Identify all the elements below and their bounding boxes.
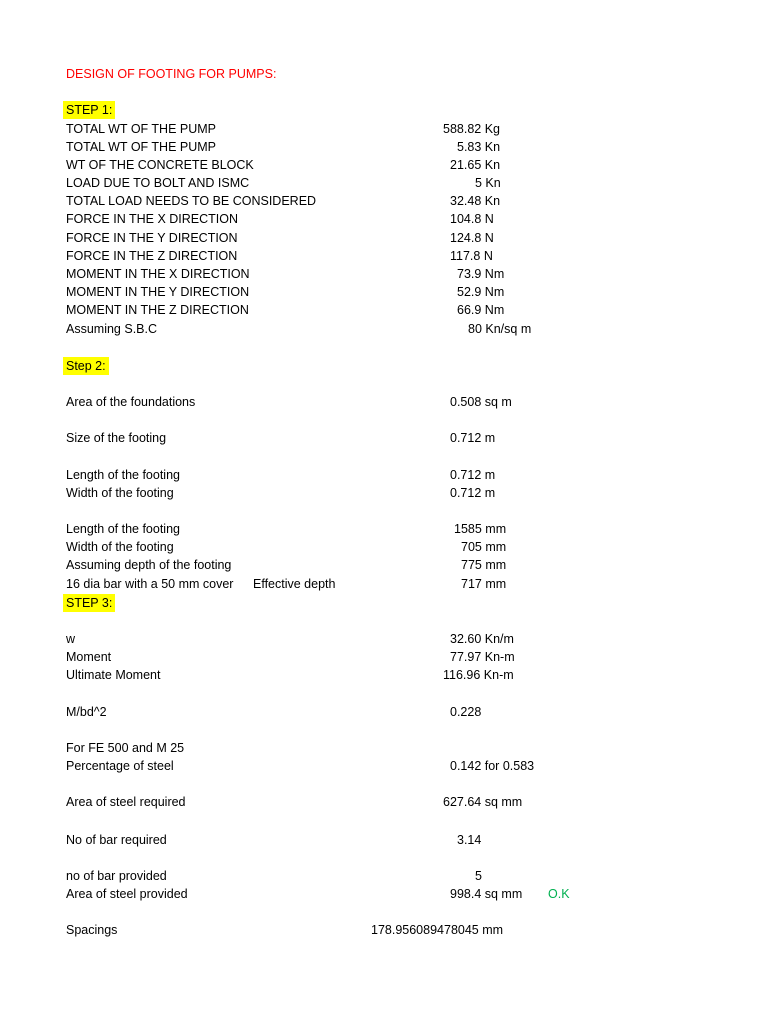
table-row (0, 138, 768, 156)
table-row (0, 575, 768, 593)
row-label: TOTAL WT OF THE PUMP (66, 122, 217, 136)
row-value: 21.65 Kn (450, 158, 501, 172)
table-row (0, 156, 768, 174)
row-label: Spacings (66, 923, 118, 937)
table-row (0, 648, 768, 666)
row-label: For FE 500 and M 25 (66, 741, 185, 755)
table-row (0, 538, 768, 556)
row-label: Assuming S.B.C (66, 322, 158, 336)
table-row (0, 831, 768, 849)
row-label: TOTAL WT OF THE PUMP (66, 140, 217, 154)
table-row (0, 210, 768, 228)
row-value: 998.4 sq mm (450, 887, 523, 901)
row-value: 77.97 Kn-m (450, 650, 515, 664)
row-label: no of bar provided (66, 869, 167, 883)
row-value: 116.96 Kn-m (443, 668, 514, 682)
row-label: MOMENT IN THE Y DIRECTION (66, 285, 250, 299)
ok-status: O.K (548, 887, 570, 901)
row-label: w (66, 632, 76, 646)
row-label: Width of the footing (66, 486, 174, 500)
row-value: 717 mm (461, 577, 507, 591)
row-label: Assuming depth of the footing (66, 558, 232, 572)
table-row (0, 283, 768, 301)
table-row (0, 739, 768, 757)
row-label: MOMENT IN THE Z DIRECTION (66, 303, 249, 317)
table-row (0, 520, 768, 538)
row-label: Percentage of steel (66, 759, 174, 773)
table-row (0, 757, 768, 775)
row-value: 117.8 N (450, 249, 493, 263)
step1-heading: STEP 1: (63, 101, 115, 119)
row-label: FORCE IN THE Z DIRECTION (66, 249, 238, 263)
row-value: 705 mm (461, 540, 507, 554)
row-value: 0.508 sq m (450, 395, 512, 409)
row-value: 66.9 Nm (457, 303, 505, 317)
table-row (0, 229, 768, 247)
row-label: Moment (66, 650, 112, 664)
row-value: 0.712 m (450, 431, 496, 445)
row-value: 32.60 Kn/m (450, 632, 514, 646)
row-value: 0.712 m (450, 468, 496, 482)
table-row (0, 192, 768, 210)
row-value: 0.228 (450, 705, 482, 719)
row-value: 104.8 N (450, 212, 494, 226)
row-label: WT OF THE CONCRETE BLOCK (66, 158, 254, 172)
row-label: FORCE IN THE X DIRECTION (66, 212, 239, 226)
table-row (0, 556, 768, 574)
table-row (0, 793, 768, 811)
document-title: DESIGN OF FOOTING FOR PUMPS: (66, 67, 277, 81)
row-value: 775 mm (461, 558, 507, 572)
row-label: No of bar required (66, 833, 167, 847)
row-label: Area of steel required (66, 795, 186, 809)
row-label: Size of the footing (66, 431, 167, 445)
row-label: Ultimate Moment (66, 668, 161, 682)
row-value: 3.14 (457, 833, 482, 847)
table-row (0, 867, 768, 885)
row-label: Area of steel provided (66, 887, 188, 901)
table-row (0, 247, 768, 265)
table-row (0, 921, 768, 939)
row-value: 0.712 m (450, 486, 496, 500)
row-value: 80 Kn/sq m (468, 322, 532, 336)
row-value: 627.64 sq mm (443, 795, 523, 809)
row-label: M/bd^2 (66, 705, 107, 719)
row-value: 1585 mm (454, 522, 507, 536)
table-row (0, 429, 768, 447)
row-value: 178.956089478045 mm (371, 923, 504, 937)
row-value: 588.82 Kg (443, 122, 500, 136)
row-label: Width of the footing (66, 540, 174, 554)
table-row (0, 120, 768, 138)
row-value: 73.9 Nm (457, 267, 505, 281)
effective-depth-label: Effective depth (253, 577, 336, 591)
table-row (0, 301, 768, 319)
table-row (0, 393, 768, 411)
row-value: 5.83 Kn (457, 140, 501, 154)
row-label: LOAD DUE TO BOLT AND ISMC (66, 176, 250, 190)
step2-heading: Step 2: (63, 357, 109, 375)
table-row (0, 265, 768, 283)
row-label: Length of the footing (66, 468, 180, 482)
row-label: Length of the footing (66, 522, 180, 536)
row-label: MOMENT IN THE X DIRECTION (66, 267, 250, 281)
row-value: 0.142 for 0.583 (450, 759, 535, 773)
table-row (0, 666, 768, 684)
table-row (0, 320, 768, 338)
row-value: 124.8 N (450, 231, 494, 245)
row-label: 16 dia bar with a 50 mm cover (66, 577, 234, 591)
row-value: 5 (475, 869, 482, 883)
table-row (0, 174, 768, 192)
row-label: TOTAL LOAD NEEDS TO BE CONSIDERED (66, 194, 317, 208)
row-value: 52.9 Nm (457, 285, 505, 299)
row-value: 32.48 Kn (450, 194, 501, 208)
table-row (0, 630, 768, 648)
table-row (0, 484, 768, 502)
table-row (0, 885, 768, 903)
row-label: FORCE IN THE Y DIRECTION (66, 231, 238, 245)
row-label: Area of the foundations (66, 395, 196, 409)
row-value: 5 Kn (475, 176, 501, 190)
step3-heading: STEP 3: (63, 594, 115, 612)
table-row (0, 703, 768, 721)
table-row (0, 466, 768, 484)
